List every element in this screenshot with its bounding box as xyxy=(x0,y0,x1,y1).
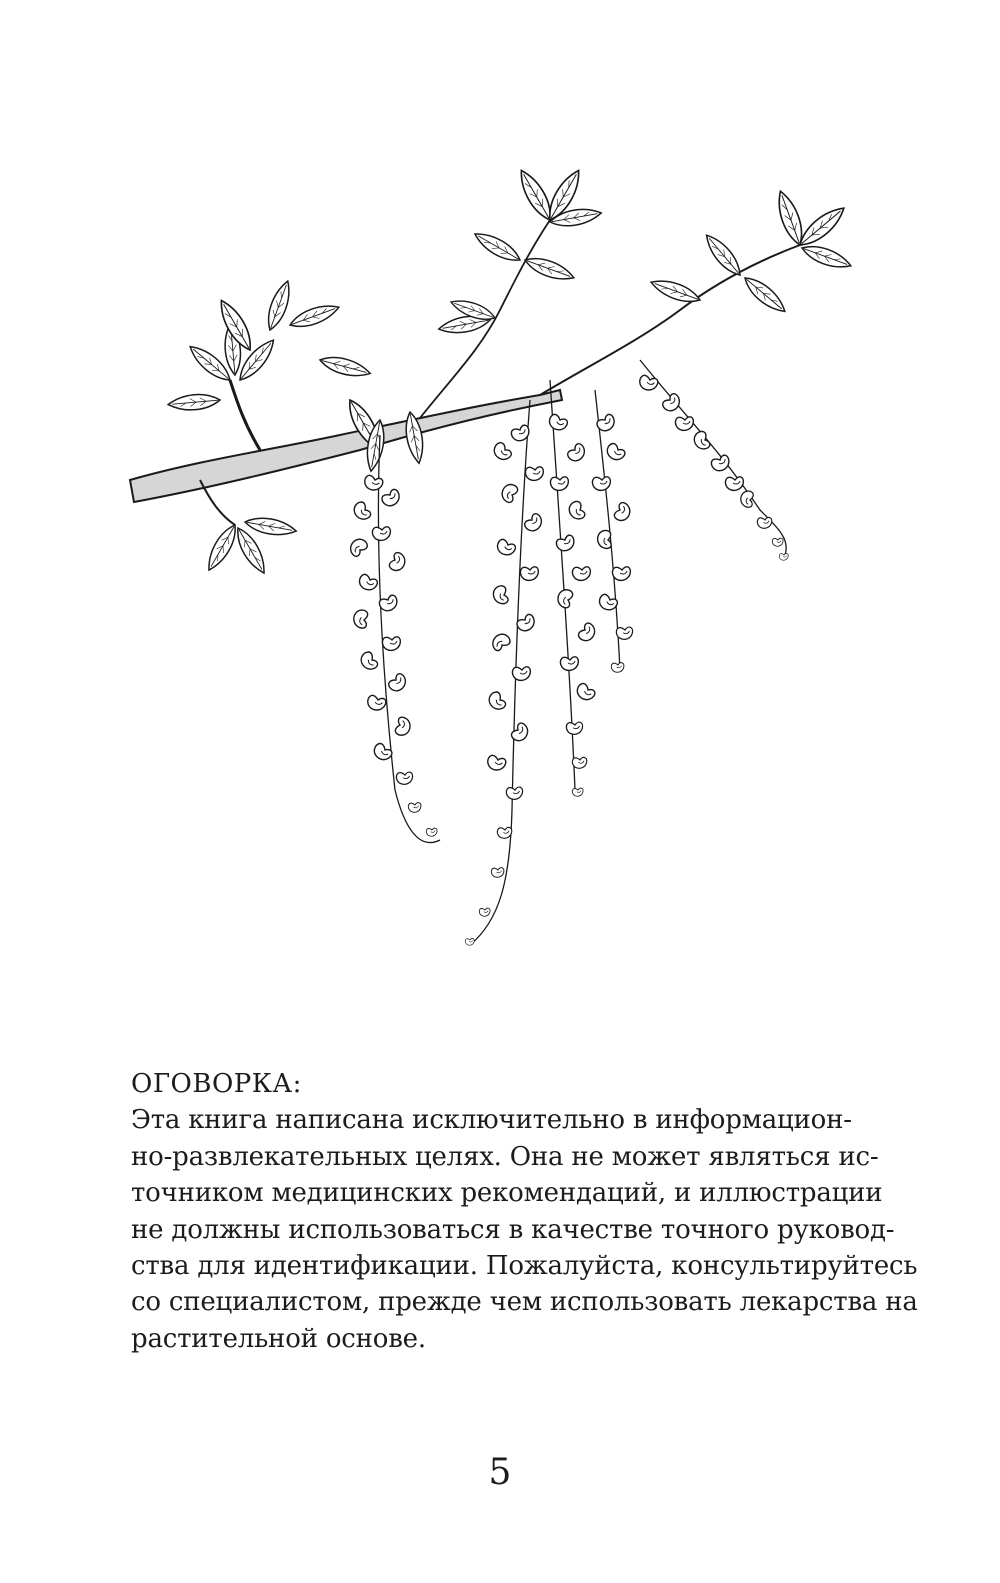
flowering-branch-illustration xyxy=(120,150,860,970)
disclaimer-line: растительной основе. xyxy=(131,1323,426,1354)
disclaimer xyxy=(131,1066,918,1357)
disclaimer-line: точником медицинских рекомендаций, и иллюстрации xyxy=(131,1178,883,1209)
disclaimer-line: не должны использоваться в качестве точного руковод- xyxy=(131,1214,895,1245)
branch xyxy=(130,220,800,525)
florets xyxy=(347,374,788,945)
leaves xyxy=(168,166,854,576)
disclaimer-line: со специалистом, прежде чем использовать лекарства на xyxy=(131,1287,918,1318)
page-number: 5 xyxy=(488,1452,512,1493)
disclaimer-line: ства для идентификации. Пожалуйста, консультируйтесь xyxy=(131,1251,918,1282)
disclaimer-line: Эта книга написана исключительно в информацион- xyxy=(131,1105,852,1136)
disclaimer-line: но-развлекательных целях. Она не может являться ис- xyxy=(131,1141,879,1172)
disclaimer-heading: ОГОВОРКА: xyxy=(131,1069,302,1099)
